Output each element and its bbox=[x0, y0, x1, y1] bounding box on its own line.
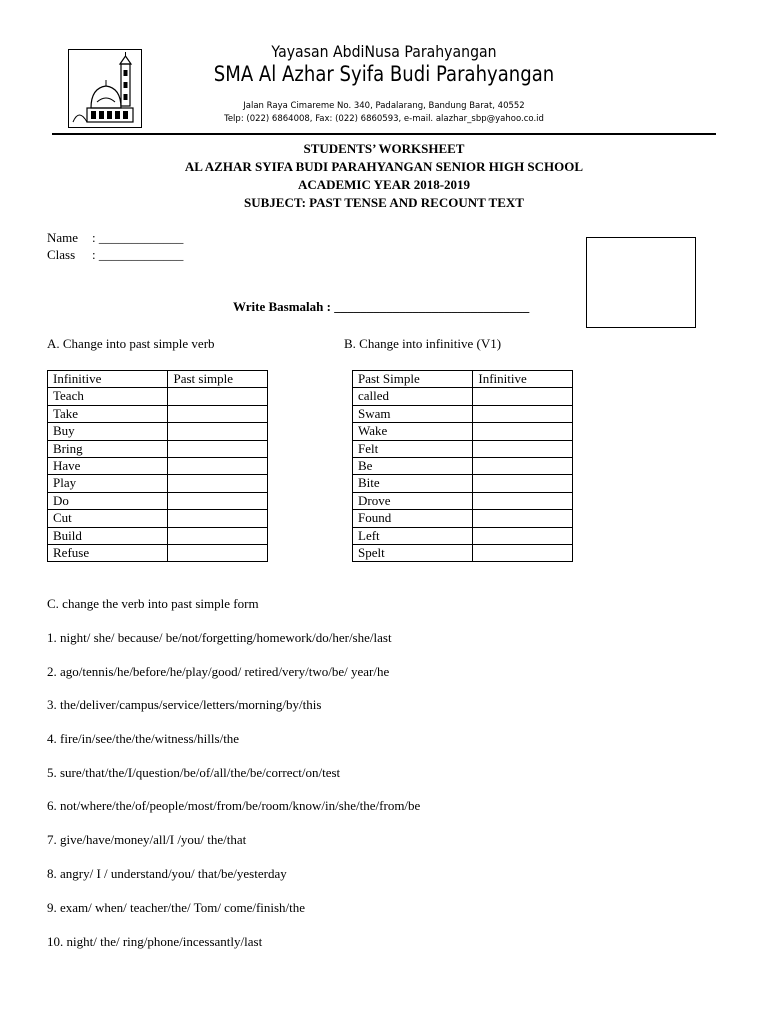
table-a-answer-cell[interactable] bbox=[168, 423, 268, 440]
table-row bbox=[353, 440, 573, 457]
subject-title: SUBJECT: PAST TENSE AND RECOUNT TEXT bbox=[244, 195, 524, 210]
table-b-answer-cell[interactable] bbox=[473, 510, 573, 527]
table-b-answer-cell[interactable] bbox=[473, 423, 573, 440]
question-item: 7. give/have/money/all/I /you/ the/that bbox=[47, 832, 247, 847]
table-b-header-cell: Past Simple bbox=[353, 371, 473, 388]
table-a-answer-cell[interactable] bbox=[168, 388, 268, 405]
mosque-logo-icon bbox=[69, 50, 141, 126]
table-b-given-cell: Felt bbox=[353, 440, 473, 457]
table-row bbox=[48, 475, 268, 492]
table-b-answer-cell[interactable] bbox=[473, 405, 573, 422]
school-logo bbox=[68, 49, 142, 128]
table-row bbox=[353, 457, 573, 474]
question-item: 1. night/ she/ because/ be/not/forgetting/homework/do/her/she/last bbox=[47, 630, 392, 645]
table-b-answer-cell[interactable] bbox=[473, 544, 573, 561]
table-b-given-cell: Swam bbox=[353, 405, 473, 422]
question-item: 6. not/where/the/of/people/most/from/be/room/know/in/she/the/from/be bbox=[47, 798, 421, 813]
class-label: Class bbox=[47, 247, 76, 262]
school-title: AL AZHAR SYIFA BUDI PARAHYANGAN SENIOR HIGH SCHOOL bbox=[184, 159, 584, 174]
table-b bbox=[352, 370, 573, 562]
table-b-answer-cell[interactable] bbox=[473, 388, 573, 405]
table-a-answer-cell[interactable] bbox=[168, 475, 268, 492]
name-label: Name bbox=[47, 230, 79, 245]
table-b-answer-cell[interactable] bbox=[473, 492, 573, 509]
table-b-answer-cell[interactable] bbox=[473, 475, 573, 492]
section-c-title: C. change the verb into past simple form bbox=[47, 596, 259, 611]
table-row bbox=[48, 510, 268, 527]
table-row bbox=[48, 527, 268, 544]
table-b-answer-cell[interactable] bbox=[473, 457, 573, 474]
table-row bbox=[353, 388, 573, 405]
table-a-given-cell: Take bbox=[48, 405, 168, 422]
question-item: 8. angry/ I / understand/you/ that/be/yesterday bbox=[47, 866, 287, 881]
table-a-answer-cell[interactable] bbox=[168, 440, 268, 457]
table-a-answer-cell[interactable] bbox=[168, 405, 268, 422]
foundation-name: Yayasan AbdiNusa Parahyangan bbox=[271, 42, 497, 61]
table-row bbox=[48, 457, 268, 474]
table-row bbox=[48, 388, 268, 405]
table-a-header-row bbox=[48, 371, 268, 388]
table-a-answer-cell[interactable] bbox=[168, 527, 268, 544]
table-b-given-cell: Bite bbox=[353, 475, 473, 492]
table-row bbox=[353, 527, 573, 544]
table-row bbox=[48, 544, 268, 561]
table-a-answer-cell[interactable] bbox=[168, 492, 268, 509]
table-b-given-cell: Found bbox=[353, 510, 473, 527]
table-b-given-cell: Be bbox=[353, 457, 473, 474]
school-name: SMA Al Azhar Syifa Budi Parahyangan bbox=[213, 62, 555, 86]
section-b-title: B. Change into infinitive (V1) bbox=[344, 336, 502, 351]
table-a-given-cell: Bring bbox=[48, 440, 168, 457]
table-row bbox=[48, 405, 268, 422]
table-row bbox=[353, 423, 573, 440]
question-item: 4. fire/in/see/the/the/witness/hills/the bbox=[47, 731, 240, 746]
table-b-given-cell: Drove bbox=[353, 492, 473, 509]
table-a-given-cell: Build bbox=[48, 527, 168, 544]
table-a-given-cell: Buy bbox=[48, 423, 168, 440]
table-row bbox=[353, 510, 573, 527]
school-contact: Telp: (022) 6864008, Fax: (022) 6860593, e-mail. alazhar_sbp@yahoo.co.id bbox=[224, 114, 544, 124]
table-a-given-cell: Refuse bbox=[48, 544, 168, 561]
table-row bbox=[48, 423, 268, 440]
photo-box bbox=[586, 237, 696, 328]
class-field[interactable]: : _____________ bbox=[92, 247, 184, 262]
table-a-given-cell: Cut bbox=[48, 510, 168, 527]
table-row bbox=[353, 492, 573, 509]
table-b-answer-cell[interactable] bbox=[473, 440, 573, 457]
question-item: 9. exam/ when/ teacher/the/ Tom/ come/finish/the bbox=[47, 900, 306, 915]
table-a-given-cell: Have bbox=[48, 457, 168, 474]
table-a-given-cell: Play bbox=[48, 475, 168, 492]
question-item: 3. the/deliver/campus/service/letters/morning/by/this bbox=[47, 697, 322, 712]
table-a-header-cell: Infinitive bbox=[48, 371, 168, 388]
academic-year: ACADEMIC YEAR 2018-2019 bbox=[297, 177, 471, 192]
table-row bbox=[48, 492, 268, 509]
table-b-given-cell: Left bbox=[353, 527, 473, 544]
table-row bbox=[48, 440, 268, 457]
question-item: 10. night/ the/ ring/phone/incessantly/last bbox=[47, 934, 263, 949]
section-a-title: A. Change into past simple verb bbox=[47, 336, 215, 351]
table-b-given-cell: Wake bbox=[353, 423, 473, 440]
worksheet-title: STUDENTS’ WORKSHEET bbox=[303, 141, 465, 156]
table-row bbox=[353, 544, 573, 561]
table-b-header-cell: Infinitive bbox=[473, 371, 573, 388]
table-b-given-cell: Spelt bbox=[353, 544, 473, 561]
school-address: Jalan Raya Cimareme No. 340, Padalarang, Bandung Barat, 40552 bbox=[243, 101, 525, 111]
table-a-answer-cell[interactable] bbox=[168, 544, 268, 561]
basmalah-field[interactable]: Write Basmalah : ______________________________ bbox=[233, 299, 530, 314]
table-row bbox=[353, 475, 573, 492]
table-a-given-cell: Do bbox=[48, 492, 168, 509]
name-field[interactable]: : _____________ bbox=[92, 230, 184, 245]
table-b-header-row bbox=[353, 371, 573, 388]
table-b-given-cell: called bbox=[353, 388, 473, 405]
table-a bbox=[47, 370, 268, 562]
question-item: 5. sure/that/the/I/question/be/of/all/the/be/correct/on/test bbox=[47, 765, 341, 780]
table-a-answer-cell[interactable] bbox=[168, 457, 268, 474]
letterhead-divider bbox=[52, 133, 716, 135]
table-row bbox=[353, 405, 573, 422]
question-item: 2. ago/tennis/he/before/he/play/good/ retired/very/two/be/ year/he bbox=[47, 664, 390, 679]
table-a-given-cell: Teach bbox=[48, 388, 168, 405]
table-a-header-cell: Past simple bbox=[168, 371, 268, 388]
table-b-answer-cell[interactable] bbox=[473, 527, 573, 544]
table-a-answer-cell[interactable] bbox=[168, 510, 268, 527]
